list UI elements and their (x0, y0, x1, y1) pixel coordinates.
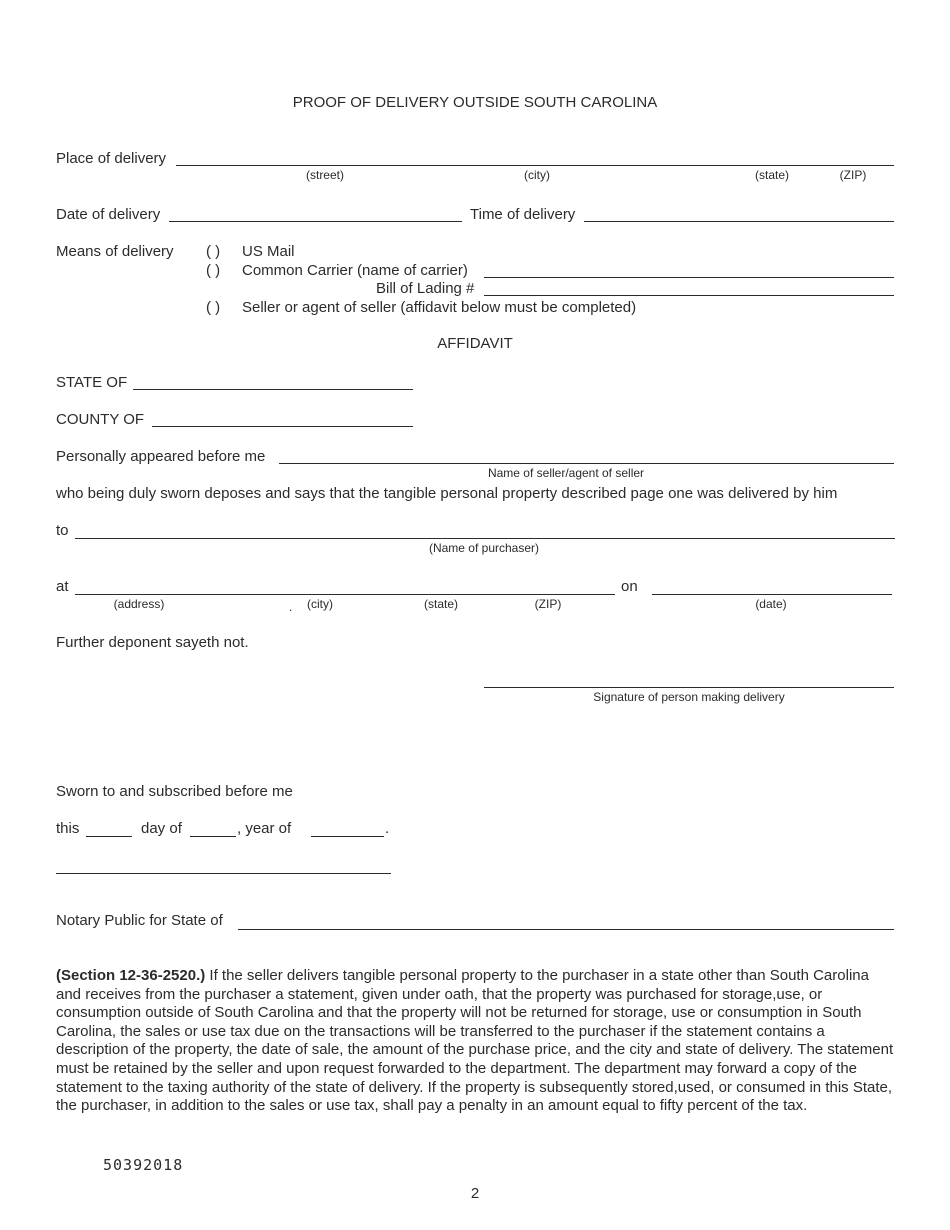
page-title: PROOF OF DELIVERY OUTSIDE SOUTH CAROLINA (292, 94, 658, 111)
county-of-field[interactable] (152, 426, 413, 427)
usmail-checkbox[interactable]: ( ) (206, 243, 221, 260)
date-caption: (date) (755, 597, 787, 611)
year-of-label: , year of (237, 820, 292, 837)
purchaser-name-field[interactable] (75, 538, 895, 539)
carrier-name-field[interactable] (484, 277, 894, 278)
stray-dot: . (289, 600, 293, 614)
date-of-delivery-label: Date of delivery (56, 206, 161, 223)
this-label: this (56, 820, 80, 837)
signature-caption: Signature of person making delivery (593, 690, 785, 704)
statute-paragraph (56, 967, 898, 1116)
section-text: If the seller delivers tangible personal property to the purchaser in a state other than South Carolina and receives from the purchaser a statement, given under oath, that the property was purchased for storage,use, or consumption outside of South Carolina and that the property will not be returned for storage, use or consumption in South Carolina, the sales or use tax due on the transactions will be transferred to the purchaser if the statement contains a description of the property, the date of sale, the amount of the purchase price, and the city and state of delivery. The statement must be retained by the seller and upon request forwarded to the department. The department may forward a copy of the statement to the taxing authority of the state of delivery. If the property is subsequently stored,used, or consumed in this State, the purchaser, in addition to the sales or use tax, shall pay a penalty in an amount equal to fifty percent of the tax. (56, 967, 894, 1115)
month-field[interactable] (190, 836, 236, 837)
bill-of-lading-label: Bill of Lading # (376, 280, 475, 297)
place-of-delivery-field[interactable] (176, 165, 894, 166)
notary-public-label: Notary Public for State of (56, 912, 223, 929)
delivery-address-field[interactable] (75, 594, 615, 595)
delivery-date-field[interactable] (652, 594, 892, 595)
state-of-field[interactable] (133, 389, 413, 390)
year-period: . (385, 820, 390, 837)
section-citation: (Section 12-36-2520.) (56, 967, 206, 984)
at-label: at (56, 578, 69, 595)
carrier-option-label: Common Carrier (name of carrier) (242, 262, 468, 279)
zip-caption-at: (ZIP) (534, 597, 562, 611)
day-field[interactable] (86, 836, 132, 837)
to-label: to (56, 522, 69, 539)
sworn-statement-text: who being duly sworn deposes and says that the tangible personal property described page one was delivered by him (56, 485, 838, 502)
sworn-before-text: Sworn to and subscribed before me (56, 783, 293, 800)
state-caption: (state) (754, 168, 789, 182)
city-caption-at: (city) (307, 597, 333, 611)
page-number: 2 (470, 1185, 480, 1202)
street-caption: (street) (305, 168, 344, 182)
means-of-delivery-label: Means of delivery (56, 243, 174, 260)
time-of-delivery-field[interactable] (584, 221, 894, 222)
affidavit-heading: AFFIDAVIT (437, 335, 513, 352)
date-of-delivery-field[interactable] (169, 221, 462, 222)
seller-name-field[interactable] (279, 463, 894, 464)
year-field[interactable] (311, 836, 384, 837)
county-of-label: COUNTY OF (56, 411, 145, 428)
appeared-before-label: Personally appeared before me (56, 448, 266, 465)
carrier-checkbox[interactable]: ( ) (206, 262, 221, 279)
state-caption-at: (state) (423, 597, 458, 611)
further-deponent-text: Further deponent sayeth not. (56, 634, 249, 651)
notary-signature-field[interactable] (56, 873, 391, 874)
form-number: 50392018 (103, 1156, 184, 1174)
seller-name-caption: Name of seller/agent of seller (487, 466, 645, 480)
purchaser-caption: (Name of purchaser) (428, 541, 540, 555)
usmail-option-label: US Mail (242, 243, 295, 260)
address-caption: (address) (113, 597, 165, 611)
place-of-delivery-label: Place of delivery (56, 150, 167, 167)
seller-option-label: Seller or agent of seller (affidavit below must be completed) (242, 299, 637, 316)
on-label: on (621, 578, 638, 595)
time-of-delivery-label: Time of delivery (470, 206, 576, 223)
seller-checkbox[interactable]: ( ) (206, 299, 221, 316)
delivery-signature-field[interactable] (484, 687, 894, 688)
day-of-label: day of (141, 820, 182, 837)
city-caption: (city) (524, 168, 550, 182)
zip-caption: (ZIP) (839, 168, 867, 182)
state-of-label: STATE OF (56, 374, 128, 391)
bill-of-lading-field[interactable] (484, 295, 894, 296)
notary-state-field[interactable] (238, 929, 894, 930)
